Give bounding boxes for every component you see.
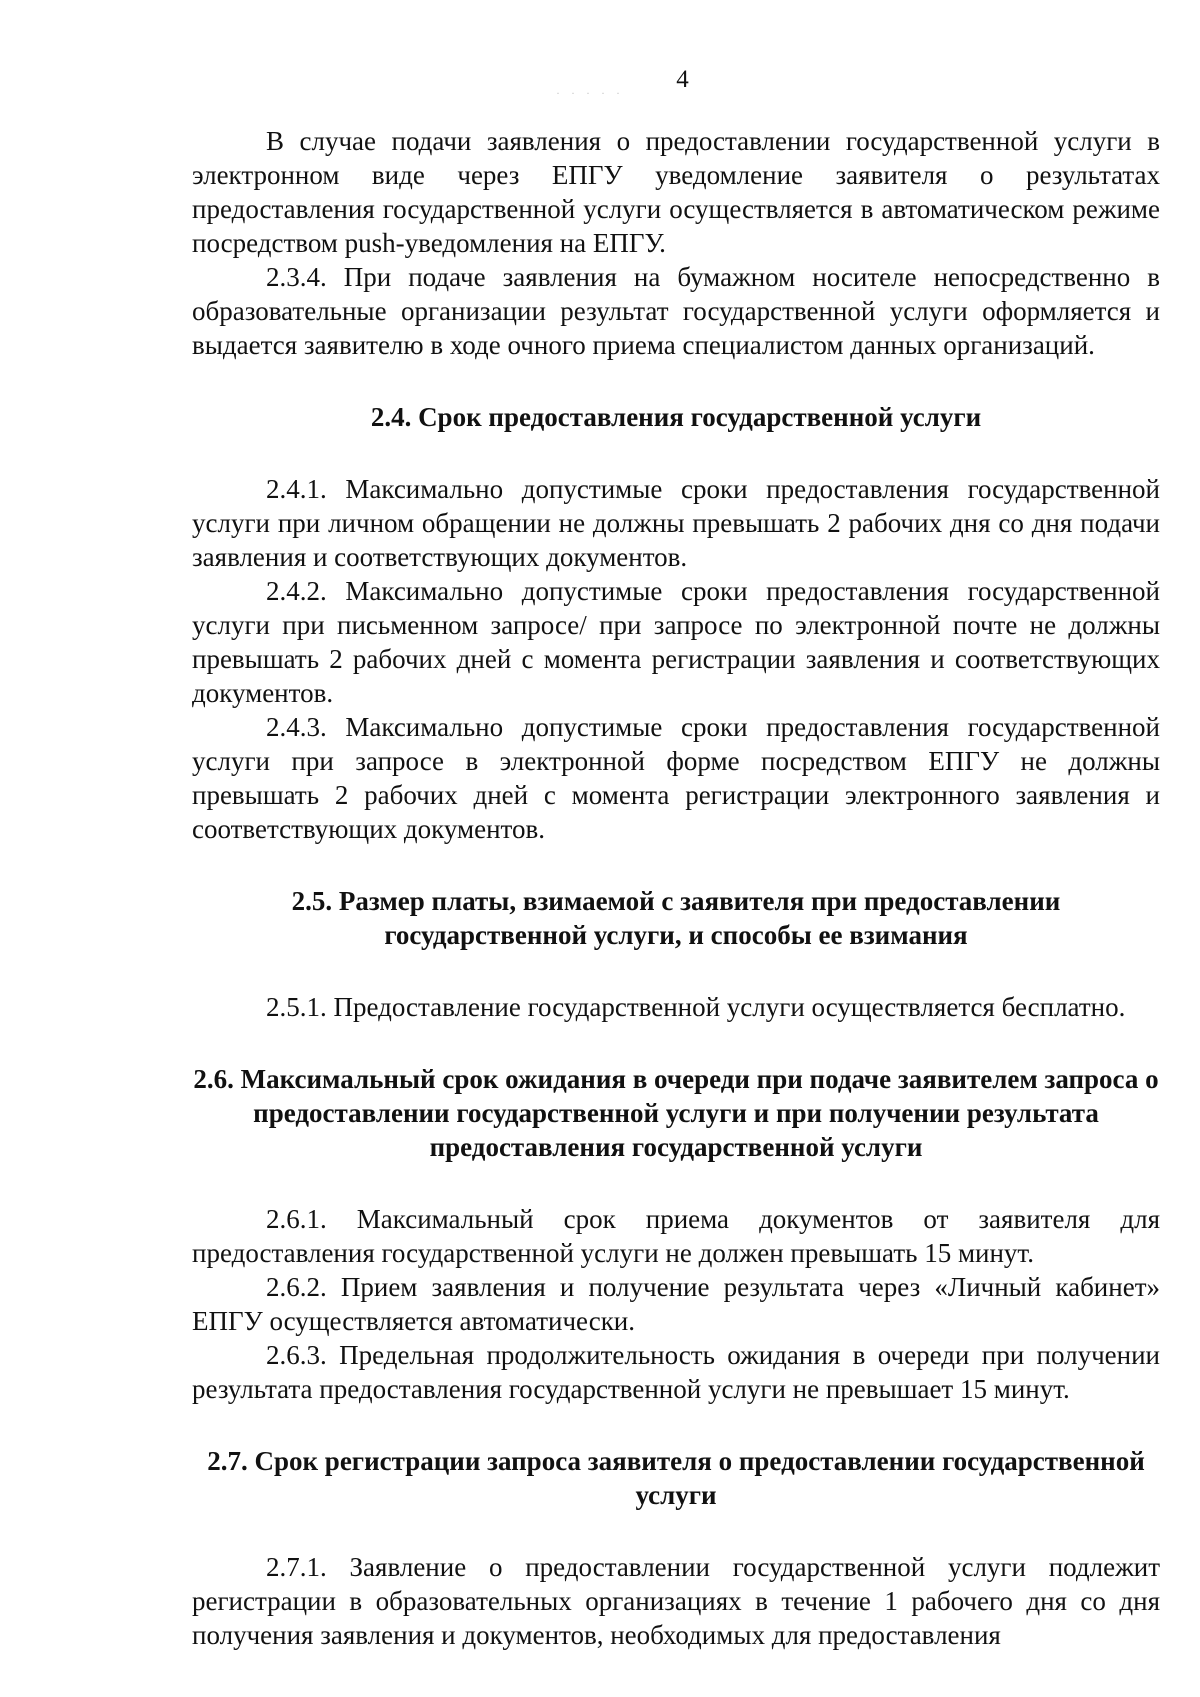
heading-2-5: 2.5. Размер платы, взимаемой с заявителя при предоставлении государственной услуги, и способы ее взимания bbox=[291, 886, 1061, 950]
document-body bbox=[192, 124, 1160, 1652]
paragraph-2-4-2: 2.4.2. Максимально допустимые сроки предоставления государственной услуги при письменном запросе/ при запросе по электронной почте не должны превышать 2 рабочих дней с момента регистрации заявления и соответствующих документов. bbox=[192, 576, 1160, 708]
paragraph-2-6-1: 2.6.1. Максимальный срок приема документов от заявителя для предоставления государственной услуги не должен превышать 15 минут. bbox=[192, 1204, 1160, 1268]
page-number: 4 bbox=[676, 66, 689, 93]
heading-2-7: 2.7. Срок регистрации запроса заявителя о предоставлении государственной услуги bbox=[207, 1446, 1145, 1510]
paragraph-2-7-1: 2.7.1. Заявление о предоставлении государственной услуги подлежит регистрации в образовательных организациях в течение 1 рабочего дня со дня получения заявления и документов, необходимых для предоставления bbox=[192, 1552, 1160, 1650]
heading-2-6: 2.6. Максимальный срок ожидания в очереди при подаче заявителем запроса о предоставлении государственной услуги и при получении результата предоставления государственной услуги bbox=[193, 1064, 1159, 1162]
heading-2-4: 2.4. Срок предоставления государственной услуги bbox=[370, 402, 982, 432]
scan-artifact: · · · · · bbox=[556, 86, 624, 100]
paragraph-2-6-3: 2.6.3. Предельная продолжительность ожидания в очереди при получении результата предоставления государственной услуги не превышает 15 минут. bbox=[192, 1340, 1160, 1404]
paragraph-2-4-1: 2.4.1. Максимально допустимые сроки предоставления государственной услуги при личном обращении не должны превышать 2 рабочих дня со дня подачи заявления и соответствующих документов. bbox=[192, 474, 1160, 572]
paragraph-electronic-notification: В случае подачи заявления о предоставлении государственной услуги в электронном виде через ЕПГУ уведомление заявителя о результатах предоставления государственной услуги осуществляется в автоматическом режиме посредством push-уведомления на ЕПГУ. bbox=[192, 126, 1160, 258]
paragraph-2-5-1: 2.5.1. Предоставление государственной услуги осуществляется бесплатно. bbox=[266, 992, 1126, 1022]
paragraph-2-3-4: 2.3.4. При подаче заявления на бумажном носителе непосредственно в образовательные организации результат государственной услуги оформляется и выдается заявителю в ходе очного приема специалистом данных организаций. bbox=[192, 262, 1160, 360]
paragraph-2-4-3: 2.4.3. Максимально допустимые сроки предоставления государственной услуги при запросе в электронной форме посредством ЕПГУ не должны превышать 2 рабочих дней с момента регистрации электронного заявления и соответствующих документов. bbox=[192, 712, 1160, 844]
paragraph-2-6-2: 2.6.2. Прием заявления и получение результата через «Личный кабинет» ЕПГУ осуществляется автоматически. bbox=[192, 1272, 1160, 1336]
